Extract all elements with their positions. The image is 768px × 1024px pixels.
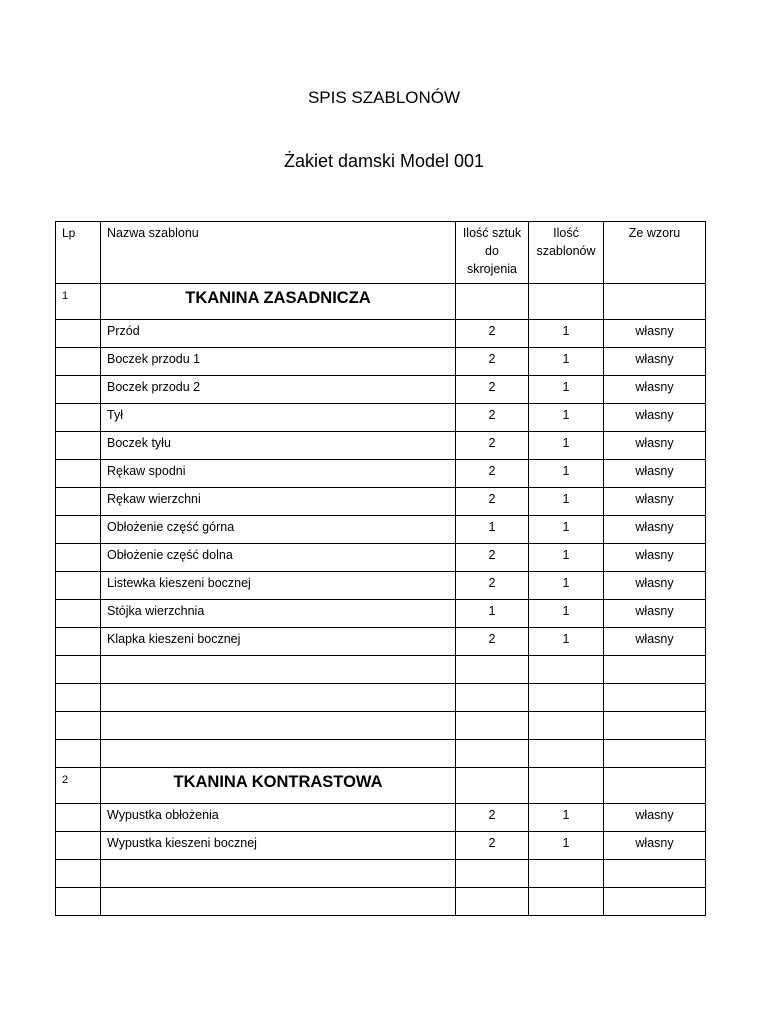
row-lp-cell [56,404,101,432]
table-row [56,684,706,712]
qty-templates-cell: 1 [529,628,604,656]
header-qty-cut: Ilość sztuk do skrojenia [456,222,529,284]
template-name-cell: Wypustka obłożenia [101,804,456,832]
template-name-cell: Listewka kieszeni bocznej [101,572,456,600]
template-name-cell [101,656,456,684]
pattern-cell [604,684,706,712]
section-lp [56,768,101,804]
row-lp-cell [56,600,101,628]
qty-cut-cell [456,740,529,768]
header-lp: Lp [56,222,101,284]
qty-templates-cell: 1 [529,432,604,460]
pattern-cell: własny [604,572,706,600]
templates-table-body [56,222,706,916]
qty-templates-cell [529,684,604,712]
template-name-cell [101,684,456,712]
table-row [56,860,706,888]
qty-templates-cell: 1 [529,516,604,544]
row-lp-cell [56,860,101,888]
pattern-cell [604,740,706,768]
template-name-cell: Tył [101,404,456,432]
qty-cut-cell: 2 [456,544,529,572]
qty-cut-cell: 2 [456,404,529,432]
table-row [56,488,706,516]
pattern-cell: własny [604,460,706,488]
row-lp-cell [56,740,101,768]
table-row [56,712,706,740]
table-row [56,348,706,376]
qty-cut-cell [456,888,529,916]
qty-templates-cell: 1 [529,804,604,832]
table-row [56,432,706,460]
row-lp-cell [56,572,101,600]
template-name-cell [101,860,456,888]
qty-cut-cell: 2 [456,572,529,600]
header-name: Nazwa szablonu [101,222,456,284]
table-row [56,740,706,768]
pattern-cell: własny [604,488,706,516]
row-lp-cell [56,488,101,516]
row-lp-cell [56,460,101,488]
qty-templates-cell: 1 [529,404,604,432]
header-qty-templates: Ilość szablonów [529,222,604,284]
section-title: TKANINA KONTRASTOWA [173,773,383,791]
table-header-row [56,222,706,284]
template-name-cell: Rękaw wierzchni [101,488,456,516]
qty-cut-cell [456,656,529,684]
qty-templates-cell: 1 [529,832,604,860]
qty-templates-cell: 1 [529,320,604,348]
qty-templates-cell: 1 [529,376,604,404]
row-lp-cell [56,832,101,860]
qty-templates-cell [529,860,604,888]
pattern-cell: własny [604,544,706,572]
section-title: TKANINA ZASADNICZA [185,289,371,307]
qty-cut-cell: 2 [456,432,529,460]
qty-templates-cell: 1 [529,488,604,516]
template-name-cell: Klapka kieszeni bocznej [101,628,456,656]
section-empty-cell [529,768,604,804]
table-row [56,804,706,832]
template-name-cell: Rękaw spodni [101,460,456,488]
row-lp-cell [56,376,101,404]
template-name-cell: Boczek tyłu [101,432,456,460]
section-empty-cell [529,284,604,320]
template-name-cell: Obłożenie część górna [101,516,456,544]
row-lp-cell [56,432,101,460]
table-row [56,460,706,488]
table-row [56,320,706,348]
section-empty-cell [456,284,529,320]
table-row [56,600,706,628]
qty-cut-cell: 2 [456,832,529,860]
section-number: 1 [62,290,69,302]
template-name-cell: Boczek przodu 2 [101,376,456,404]
document-title: SPIS SZABLONÓW [307,88,461,107]
pattern-cell: własny [604,832,706,860]
template-name-cell [101,740,456,768]
qty-templates-cell [529,656,604,684]
qty-cut-cell: 1 [456,600,529,628]
table-row [56,572,706,600]
section-row [56,768,706,804]
row-lp-cell [56,320,101,348]
section-empty-cell [456,768,529,804]
qty-cut-cell: 2 [456,804,529,832]
qty-templates-cell [529,888,604,916]
pattern-cell: własny [604,600,706,628]
qty-cut-cell [456,860,529,888]
section-row [56,284,706,320]
template-name-cell [101,888,456,916]
section-empty-cell [604,768,706,804]
qty-cut-cell: 2 [456,628,529,656]
pattern-cell: własny [604,516,706,544]
pattern-cell [604,888,706,916]
pattern-cell: własny [604,628,706,656]
qty-templates-cell: 1 [529,460,604,488]
pattern-cell: własny [604,348,706,376]
template-name-cell: Boczek przodu 1 [101,348,456,376]
qty-templates-cell: 1 [529,348,604,376]
qty-cut-cell [456,684,529,712]
section-title-cell [101,284,456,320]
section-title-cell [101,768,456,804]
section-number: 2 [62,774,69,786]
table-row [56,544,706,572]
row-lp-cell [56,804,101,832]
qty-cut-cell: 1 [456,516,529,544]
pattern-cell [604,712,706,740]
pattern-cell: własny [604,404,706,432]
section-empty-cell [604,284,706,320]
qty-templates-cell: 1 [529,544,604,572]
document-subtitle: Żakiet damski Model 001 [283,151,485,171]
qty-cut-cell: 2 [456,376,529,404]
row-lp-cell [56,712,101,740]
pattern-cell: własny [604,320,706,348]
section-lp [56,284,101,320]
row-lp-cell [56,628,101,656]
qty-templates-cell [529,740,604,768]
template-name-cell: Obłożenie część dolna [101,544,456,572]
qty-cut-cell: 2 [456,460,529,488]
templates-table [55,221,706,916]
template-name-cell: Przód [101,320,456,348]
template-name-cell: Stójka wierzchnia [101,600,456,628]
pattern-cell: własny [604,376,706,404]
header-pattern: Ze wzoru [604,222,706,284]
table-row [56,888,706,916]
template-name-cell [101,712,456,740]
qty-templates-cell: 1 [529,572,604,600]
qty-templates-cell: 1 [529,600,604,628]
pattern-cell: własny [604,432,706,460]
row-lp-cell [56,684,101,712]
row-lp-cell [56,348,101,376]
template-name-cell: Wypustka kieszeni bocznej [101,832,456,860]
table-row [56,656,706,684]
table-row [56,376,706,404]
row-lp-cell [56,516,101,544]
pattern-cell [604,656,706,684]
table-row [56,404,706,432]
table-row [56,832,706,860]
table-row [56,628,706,656]
qty-cut-cell [456,712,529,740]
row-lp-cell [56,544,101,572]
qty-cut-cell: 2 [456,488,529,516]
qty-cut-cell: 2 [456,320,529,348]
qty-templates-cell [529,712,604,740]
pattern-cell: własny [604,804,706,832]
row-lp-cell [56,656,101,684]
table-row [56,516,706,544]
pattern-cell [604,860,706,888]
row-lp-cell [56,888,101,916]
qty-cut-cell: 2 [456,348,529,376]
